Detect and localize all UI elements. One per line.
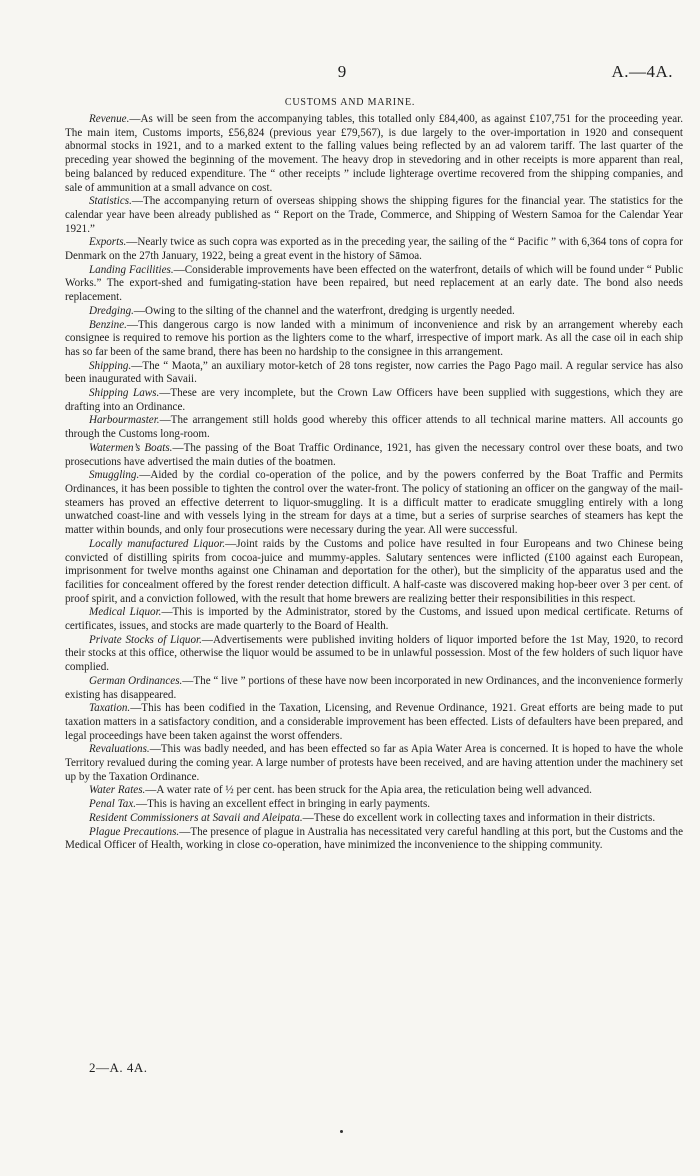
paragraph-heading: Exports. xyxy=(89,236,127,249)
paragraph-heading: Private Stocks of Liquor. xyxy=(89,633,202,646)
paragraph-landing-facilities xyxy=(65,264,683,305)
paragraph-heading: Taxation. xyxy=(89,702,131,715)
paragraph-text: —Nearly twice as such copra was exported as in the preceding year, the sailing of the “ Pacific ” with 6,364 tons of copra for Denmark on the 27th January, 1922, being a great event in the history of Sāmoa. xyxy=(65,236,683,263)
paragraph-benzine xyxy=(65,319,683,360)
paragraph-heading: Harbourmaster. xyxy=(89,414,160,427)
paragraph-local-liquor xyxy=(65,538,683,607)
paragraph-revenue xyxy=(65,113,683,195)
paragraph-text: —The arrangement still holds good whereby this officer attends to all technical marine matters. All accounts go through the Customs long-room. xyxy=(65,414,683,441)
paragraph-heading: Plague Precautions. xyxy=(89,825,180,838)
printer-mark xyxy=(340,1130,343,1133)
paragraph-text: —Joint raids by the Customs and police have resulted in four Europeans and two Chinese being convicted of distilling spirits from cocoa-juice and mummy-apples. Salutary sentences were inflicted (£100 against each European, imprisonment for twelve months against one Chinaman and deportation for the other), but the simplicity of the apparatus used and the facilities for concealment offered by the forest render detection difficult. A half-caste was discovered making hop-beer over 3 per cent. of proof spirit, and a conviction followed, with the result that home brewers are realizing better their responsibilities in this respect. xyxy=(65,537,683,605)
paragraph-heading: Revaluations. xyxy=(89,743,150,756)
paragraph-water-rates xyxy=(65,784,683,798)
paragraph-text: —Owing to the silting of the channel and the waterfront, dredging is urgently needed. xyxy=(133,304,515,317)
page-number: 9 xyxy=(337,62,347,81)
paragraph-german-ordinances xyxy=(65,675,683,702)
paragraph-taxation xyxy=(65,702,683,743)
paragraph-revaluations xyxy=(65,743,683,784)
paragraph-text: —Considerable improvements have been effected on the waterfront, details of which will be found under “ Public Works.” The export-shed and fumigating-station have been repaired, but need replacement at an early date. The bond also needs replacement. xyxy=(65,263,683,304)
paragraph-text: —Advertisements were published inviting holders of liquor imported before the 1st May, 1920, to record their stocks at this office, otherwise the liquor would be assumed to be in unlawful possession. Most of the few holders of such liquor have complied. xyxy=(65,633,683,674)
paragraph-text: —These do excellent work in collecting taxes and information in their districts. xyxy=(302,811,656,824)
paragraph-watermens-boats xyxy=(65,442,683,469)
paragraph-text: —This was badly needed, and has been effected so far as Apia Water Area is concerned. It is hoped to have the whole Territory revalued during the coming year. A large number of protests have been received, and are having attention under the machinery set up by the Taxation Ordinance. xyxy=(65,743,683,783)
paragraph-heading: Watermen’s Boats. xyxy=(89,441,173,454)
paragraph-heading: Dredging. xyxy=(89,304,134,317)
paragraph-text: —A water rate of ½ per cent. has been struck for the Apia area, the reticulation being well advanced. xyxy=(145,784,592,797)
paragraph-heading: Smuggling. xyxy=(89,469,140,482)
paragraph-heading: Medical Liquor. xyxy=(89,606,162,619)
paragraph-text: —This is imported by the Administrator, stored by the Customs, and issued upon medical certificate. Returns of certificates, issues, and stocks are made quarterly to the Board of Health. xyxy=(65,606,683,633)
paragraph-heading: German Ordinances. xyxy=(89,674,183,687)
paragraph-shipping-laws xyxy=(65,387,683,414)
paragraph-penal-tax xyxy=(65,798,683,812)
sheet-reference: 2—A. 4A. xyxy=(89,1060,148,1075)
paragraph-text: —The passing of the Boat Traffic Ordinance, 1921, has given the necessary control over these boats, and two prosecutions have advertised the main duties of the boatmen. xyxy=(65,441,683,468)
paragraph-text: —Aided by the cordial co-operation of the police, and by the powers conferred by the Boat Traffic and Permits Ordinances, it has been possible to tighten the control over the water-front. The policy of stationing an officer on the gangway of the mail-steamers has proved an effective deterrent to liquor-smuggling. It is a difficult matter to eradicate smuggling entirely with a long unwatched coast-line and with vessels lying in the stream for days at a time, but a series of surprise searches of steamers has kept the matter within bounds, and only four prosecutions were necessary during the year. All were successful. xyxy=(65,469,683,537)
document-reference: A.—4A. xyxy=(611,62,673,81)
paragraph-harbourmaster xyxy=(65,414,683,441)
paragraph-heading: Locally manufactured Liquor. xyxy=(89,537,226,550)
paragraph-exports xyxy=(65,236,683,263)
paragraph-private-stocks xyxy=(65,634,683,675)
paragraph-text: —The accompanying return of overseas shipping shows the shipping figures for the financial year. The statistics for the calendar year have been already published as “ Report on the Trade, Commerce, and Shipping of Western Samoa for the Calendar Year 1921.” xyxy=(65,195,683,235)
paragraph-text: —The “ Maota,” an auxiliary motor-ketch of 28 tons register, now carries the Pago Pago mail. A regular service has also been inaugurated with Savaii. xyxy=(65,359,683,386)
paragraph-heading: Resident Commissioners at Savaii and Aleipata. xyxy=(89,811,303,824)
paragraph-text: —As will be seen from the accompanying tables, this totalled only £84,400, as against £107,751 for the proceeding year. The main item, Customs imports, £56,824 (previous year £79,567), is due largely to the over-importation in 1920 and consequent abnormal stocks in 1921, and to a marked extent to the falling values being reflected by an ad valorem tariff. The last quarter of the preceding year showed the beginning of the movement. The heavy drop in stevedoring and in other receipts is more apparent than real, being balanced by reduced expenditure. The “ other receipts ” include lighterage overtime recovered from the shipping companies, and sale of ammunition at a small advance on cost. xyxy=(65,113,683,194)
paragraph-heading: Shipping Laws. xyxy=(89,387,160,400)
paragraph-heading: Water Rates. xyxy=(89,784,146,797)
paragraph-shipping xyxy=(65,360,683,387)
paragraph-heading: Statistics. xyxy=(89,195,132,208)
paragraph-text: —These are very incomplete, but the Crown Law Officers have been supplied with suggestions, which they are drafting into an Ordinance. xyxy=(65,387,683,413)
section-title: CUSTOMS AND MARINE. xyxy=(284,97,416,108)
document-body xyxy=(65,113,683,853)
paragraph-resident-commissioners xyxy=(65,812,683,826)
paragraph-heading: Penal Tax. xyxy=(89,798,137,811)
paragraph-heading: Revenue. xyxy=(89,113,130,125)
paragraph-heading: Landing Facilities. xyxy=(89,263,174,276)
paragraph-text: —This dangerous cargo is now landed with a minimum of inconvenience and risk by an arrangement whereby each consignee is required to remove his portion as the lighters come to the wharf, irrespective of import mark. As all the case oil in each ship has so far been of the same brand, there has been no hardship to the consignee in this arrangement. xyxy=(65,318,683,358)
paragraph-smuggling xyxy=(65,469,683,538)
paragraph-text: —The presence of plague in Australia has necessitated very careful handling at this port, but the Customs and the Medical Officer of Health, working in close co-operation, have minimized the inconvenience to the shipping community. xyxy=(65,825,683,852)
paragraph-dredging xyxy=(65,305,683,319)
paragraph-plague-precautions xyxy=(65,826,683,853)
paragraph-medical-liquor xyxy=(65,606,683,633)
paragraph-text: —The “ live ” portions of these have now been incorporated in new Ordinances, and the inconvenience formerly existing has disappeared. xyxy=(65,674,683,701)
paragraph-statistics xyxy=(65,195,683,236)
paragraph-heading: Benzine. xyxy=(89,318,127,331)
paragraph-text: —This has been codified in the Taxation, Licensing, and Revenue Ordinance, 1921. Great efforts are being made to put taxation matters in a satisfactory condition, and a considerable improvement has been effected. Lists of defaulters have been prepared, and legal proceedings have been taken against the worst offenders. xyxy=(65,702,683,742)
paragraph-heading: Shipping. xyxy=(89,359,132,372)
paragraph-text: —This is having an excellent effect in bringing in early payments. xyxy=(136,798,431,811)
